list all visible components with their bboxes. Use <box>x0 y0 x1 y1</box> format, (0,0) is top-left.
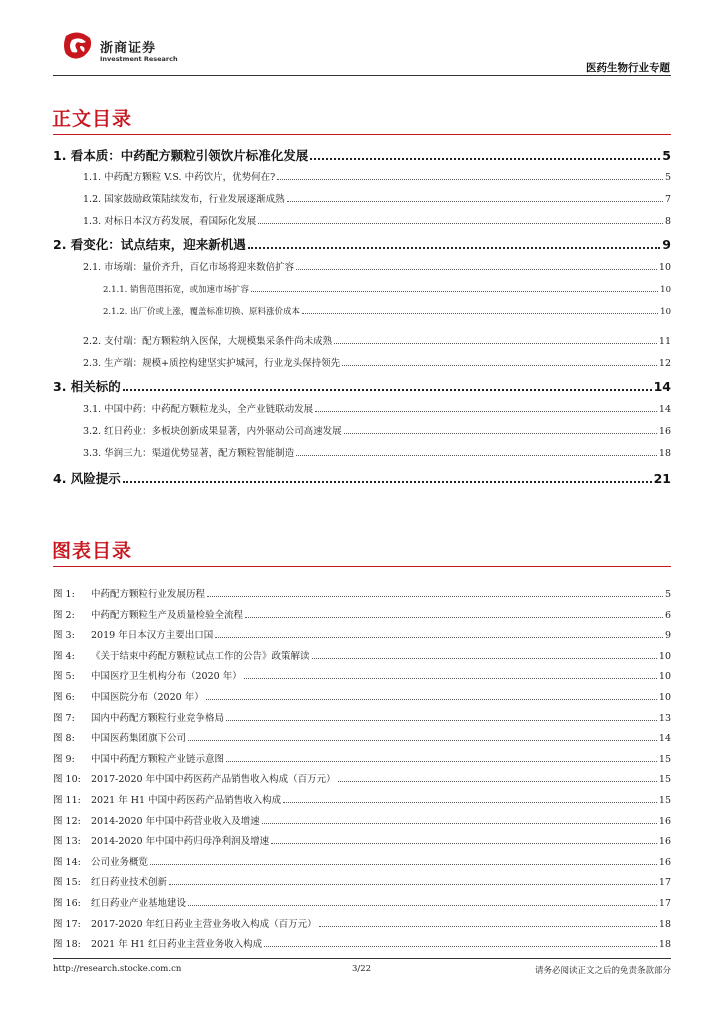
toc-entry-page: 10 <box>660 285 671 295</box>
figure-title: 中国医疗卫生机构分布（2020 年） <box>91 671 242 683</box>
figure-page: 10 <box>658 650 671 662</box>
toc-entry[interactable] <box>83 213 671 229</box>
figure-leader-dots <box>338 771 657 782</box>
toc-leader-dots <box>277 169 663 180</box>
company-name-en: Investment Research <box>100 55 178 63</box>
toc-entry[interactable] <box>83 169 671 185</box>
toc-entry-title: 3.2. 红日药业：多板块创新成果显著，内外驱动公司高速发展 <box>83 426 342 437</box>
figure-entry[interactable] <box>53 936 671 952</box>
page-header <box>0 0 724 80</box>
figure-number: 图 3: <box>53 630 75 642</box>
toc-entry-title: 3.1. 中国中药：中药配方颗粒龙头，全产业链联动发展 <box>83 404 314 415</box>
toc-leader-dots <box>296 445 657 456</box>
toc-entry-page: 12 <box>658 358 671 369</box>
toc-entry-page: 10 <box>660 307 671 317</box>
figure-leader-dots <box>312 648 657 659</box>
figure-number: 图 7: <box>53 712 75 724</box>
figure-title: 中国医院分布（2020 年） <box>91 692 204 703</box>
toc-entry-title: 1.1. 中药配方颗粒 V.S. 中药饮片，优势何在? <box>83 172 276 183</box>
toc-entry-title: 1. 看本质：中药配方颗粒引领饮片标准化发展 <box>53 148 309 163</box>
toc-leader-dots <box>315 401 657 412</box>
figure-entry[interactable] <box>53 771 671 787</box>
figure-page: 16 <box>658 856 671 868</box>
toc-entry[interactable] <box>53 146 671 162</box>
figure-entry[interactable] <box>53 586 671 602</box>
toc-entry-title: 3. 相关标的 <box>53 379 121 394</box>
figure-title: 2014-2020 年中国中药营业收入及增速 <box>91 815 260 827</box>
figure-number: 图 17: <box>53 918 81 930</box>
figure-number: 图 4: <box>53 650 75 662</box>
figure-leader-dots <box>283 792 657 803</box>
toc-entry-page: 18 <box>658 448 671 459</box>
figure-title: 2019 年日本汉方主要出口国 <box>91 630 214 642</box>
toc-leader-dots <box>258 213 663 224</box>
figure-title: 2017-2020 年红日药业主营业务收入构成（百万元） <box>91 918 317 930</box>
toc-entry-page: 14 <box>658 404 671 415</box>
figure-page: 17 <box>658 898 671 909</box>
figure-page: 18 <box>658 939 671 951</box>
figure-leader-dots <box>169 874 657 885</box>
toc-title-divider <box>53 134 671 135</box>
figure-page: 13 <box>658 712 671 724</box>
footer-url[interactable]: http://research.stocke.com.cn <box>53 964 182 974</box>
figure-leader-dots <box>188 730 657 741</box>
figure-page: 14 <box>658 733 671 745</box>
figure-title: 红日药业技术创新 <box>91 877 168 889</box>
toc-leader-dots <box>123 470 652 483</box>
figure-number: 图 13: <box>53 836 81 848</box>
toc-entry-page: 9 <box>662 237 671 252</box>
figure-leader-dots <box>215 627 663 638</box>
toc-leader-dots <box>342 355 657 366</box>
figure-title: 2021 年 H1 中国中药医药产品销售收入构成 <box>91 795 282 806</box>
figure-leader-dots <box>319 916 657 927</box>
company-name-cn: 浙商证券 <box>100 41 157 56</box>
header-divider <box>53 75 671 76</box>
figure-number: 图 18: <box>53 939 81 951</box>
figure-title: 中国医药集团旗下公司 <box>91 733 187 745</box>
figure-title: 国内中药配方颗粒行业竞争格局 <box>91 712 225 724</box>
figure-title: 红日药业产业基地建设 <box>91 898 187 909</box>
toc-entry-page: 21 <box>653 471 671 486</box>
toc-entry-title: 1.2. 国家鼓励政策陆续发布，行业发展逐渐成熟 <box>83 194 285 205</box>
figure-number: 图 8: <box>53 733 75 745</box>
figure-number: 图 11: <box>53 795 81 806</box>
figure-number: 图 10: <box>53 774 81 786</box>
toc-leader-dots <box>251 281 658 292</box>
figure-title: 2014-2020 年中国中药归母净利润及增速 <box>91 836 270 848</box>
toc-entry-page: 10 <box>658 262 671 273</box>
figure-leader-dots <box>188 895 657 906</box>
figure-entry[interactable] <box>53 874 671 890</box>
figure-page: 15 <box>658 753 671 765</box>
toc-title: 正文目录 <box>52 108 133 130</box>
figure-page: 17 <box>658 877 671 889</box>
figure-leader-dots <box>207 586 663 597</box>
figure-entry[interactable] <box>53 668 671 684</box>
figure-page: 10 <box>658 692 671 703</box>
figure-page: 9 <box>664 630 671 642</box>
report-type: 医药生物行业专题 <box>586 62 670 74</box>
footer-divider <box>53 958 671 959</box>
figure-number: 图 2: <box>53 609 75 621</box>
toc-entry-title: 2.1.2. 出厂价或上涨，覆盖标准切换、原料涨价成本 <box>103 307 301 317</box>
figures-title-divider <box>53 566 671 567</box>
figure-leader-dots <box>226 710 657 721</box>
figure-entry[interactable] <box>53 730 671 746</box>
toc-entry[interactable] <box>83 191 671 207</box>
figure-number: 图 9: <box>53 753 75 765</box>
toc-entry-title: 1.3. 对标日本汉方药发展，看国际化发展 <box>83 216 257 227</box>
toc-entry-title: 2.2. 支付端：配方颗粒纳入医保，大规模集采条件尚未成熟 <box>83 336 333 347</box>
toc-entry-title: 4. 风险提示 <box>53 471 121 486</box>
toc-entry-page: 5 <box>662 148 671 163</box>
figure-number: 图 14: <box>53 856 81 868</box>
figure-page: 16 <box>658 836 671 848</box>
figure-title: 中药配方颗粒行业发展历程 <box>91 589 206 600</box>
toc-leader-dots <box>123 378 652 391</box>
toc-entry-page: 7 <box>664 194 671 205</box>
figure-page: 15 <box>658 795 671 806</box>
figure-number: 图 15: <box>53 877 81 889</box>
figure-entry[interactable] <box>53 710 671 726</box>
figure-page: 15 <box>658 774 671 786</box>
toc-entry-title: 2.3. 生产端：规模+质控构建坚实护城河，行业龙头保持领先 <box>83 358 341 369</box>
toc-entry[interactable] <box>83 333 671 349</box>
figure-page: 6 <box>664 609 671 621</box>
toc-entry[interactable] <box>83 355 671 371</box>
figure-title: 中药配方颗粒生产及质量检验全流程 <box>91 609 244 621</box>
toc-leader-dots <box>248 236 660 249</box>
figure-entry[interactable] <box>53 895 671 911</box>
toc-entry-title: 2.1.1. 销售范围拓宽，或加速市场扩容 <box>103 285 250 295</box>
figure-page: 18 <box>658 918 671 930</box>
figure-entry[interactable] <box>53 854 671 870</box>
toc-leader-dots <box>302 303 658 314</box>
figure-leader-dots <box>150 854 657 865</box>
toc-entry[interactable] <box>83 423 671 439</box>
toc-entry-title: 2. 看变化：试点结束，迎来新机遇 <box>53 237 246 252</box>
figure-leader-dots <box>226 751 657 762</box>
figure-leader-dots <box>262 813 657 824</box>
figure-number: 图 6: <box>53 692 75 703</box>
figure-entry[interactable] <box>53 916 671 932</box>
figure-title: 《关于结束中药配方颗粒试点工作的公告》政策解读 <box>91 650 310 662</box>
figure-page: 5 <box>664 589 671 600</box>
toc-entry-title: 3.3. 华润三九：渠道优势显著，配方颗粒智能制造 <box>83 448 295 459</box>
footer-disclaimer: 请务必阅读正文之后的免责条款部分 <box>534 966 671 976</box>
toc-entry-page: 16 <box>658 426 671 437</box>
toc-entry-page: 8 <box>664 216 671 227</box>
toc-leader-dots <box>344 423 657 434</box>
figure-page: 16 <box>658 815 671 827</box>
figure-title: 2021 年 H1 红日药业主营业务收入构成 <box>91 939 263 951</box>
figure-leader-dots <box>271 833 657 844</box>
figure-entry[interactable] <box>53 813 671 829</box>
toc-entry[interactable] <box>53 469 671 485</box>
figure-title: 公司业务概览 <box>91 856 149 868</box>
toc-leader-dots <box>287 191 663 202</box>
figure-entry[interactable] <box>53 607 671 623</box>
toc-entry[interactable] <box>83 259 671 275</box>
figure-number: 图 16: <box>53 898 81 909</box>
figure-entry[interactable] <box>53 833 671 849</box>
toc-entry-page: 11 <box>658 336 671 347</box>
page-number: 3/22 <box>352 964 372 974</box>
toc-entry-page: 14 <box>653 379 671 394</box>
figure-number: 图 12: <box>53 815 81 827</box>
toc-entry[interactable] <box>53 235 671 251</box>
figure-number: 图 5: <box>53 671 75 683</box>
toc-entry[interactable] <box>103 303 671 319</box>
company-logo-icon <box>60 30 96 62</box>
figure-entry[interactable] <box>53 689 671 705</box>
figure-number: 图 1: <box>53 589 75 600</box>
figure-page: 10 <box>658 671 671 683</box>
figure-title: 2017-2020 年中国中药医药产品销售收入构成（百万元） <box>91 774 336 786</box>
figure-leader-dots <box>245 607 663 618</box>
toc-leader-dots <box>296 259 657 270</box>
figures-title: 图表目录 <box>52 540 133 562</box>
figure-leader-dots <box>264 936 657 947</box>
toc-entry-page: 5 <box>664 172 671 183</box>
toc-entry[interactable] <box>103 281 671 297</box>
toc-entry-title: 2.1. 市场端：量价齐升，百亿市场将迎来数倍扩容 <box>83 262 295 273</box>
toc-entry[interactable] <box>53 377 671 393</box>
figure-entry[interactable] <box>53 627 671 643</box>
toc-leader-dots <box>334 333 657 344</box>
toc-entry[interactable] <box>83 401 671 417</box>
toc-entry[interactable] <box>83 445 671 461</box>
figure-leader-dots <box>206 689 657 700</box>
figure-leader-dots <box>244 668 657 679</box>
toc-leader-dots <box>310 147 660 160</box>
figure-entry[interactable] <box>53 751 671 767</box>
figure-entry[interactable] <box>53 648 671 664</box>
figure-title: 中国中药配方颗粒产业链示意图 <box>91 753 225 765</box>
figure-entry[interactable] <box>53 792 671 808</box>
